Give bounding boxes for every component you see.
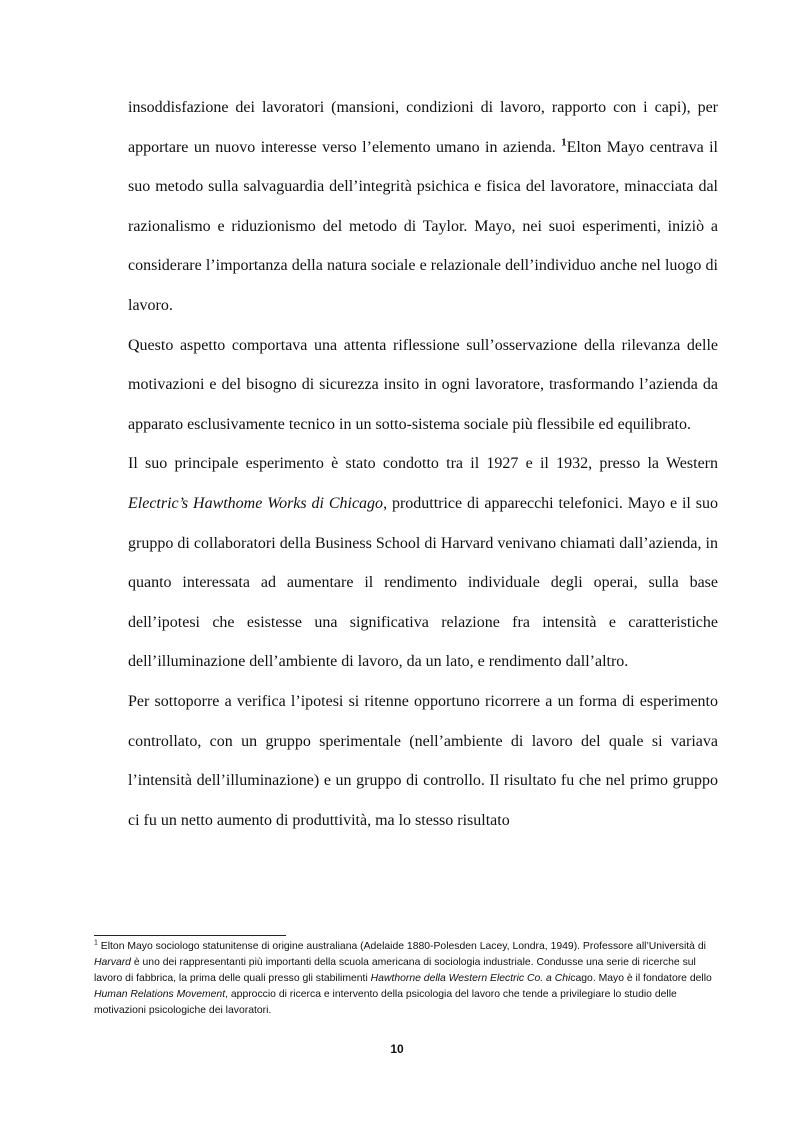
- paragraph-2: Questo aspetto comportava una attenta riflessione sull’osservazione della rilevanza delle motivazioni e del bisogno di sicurezza insito in ogni lavoratore, trasformando l’azienda da apparato esclusivamente tecnico in un sotto-sistema sociale più flessibile ed equilibrato.: [128, 336, 718, 433]
- footnote-italic-3: Human Relations Movement: [94, 989, 226, 1000]
- paragraph-1-rest: Elton Mayo centrava il suo metodo sulla salvaguardia dell’integrità psichica e fisica del lavoratore, minacciata dal razionalismo e riduzionismo del metodo di Taylor. Mayo, nei suoi esperimenti, iniziò a considerare l’importanza della natura sociale e relazionale dell’individuo anche nel luogo di lavoro.: [128, 138, 719, 314]
- paragraph-4: Per sottoporre a verifica l’ipotesi si ritenne opportuno ricorrere a un forma di esperimento controllato, con un gruppo sperimentale (nell’ambiente di lavoro del quale si variava l’intensità dell’illuminazione) e un gruppo di controllo. Il risultato fu che nel primo gruppo ci fu un netto aumento di produttività, ma lo stesso risultato: [128, 692, 718, 829]
- paragraph-3-before: Il suo principale esperimento è stato condotto tra il 1927 e il 1932, presso la Western: [128, 455, 718, 473]
- footnote-text-3: cago. Mayo è il fondatore dello: [570, 973, 712, 984]
- footnote-text-2: è uno dei rappresentanti più importanti della scuola americana di sociologia industriale. Condusse una serie di ricerche sul lavoro di fabbrica, la prima delle quali presso gli stabilimenti: [94, 957, 696, 984]
- footnote-mark: 1: [94, 939, 98, 947]
- paragraph-1-intro: insoddisfazione dei lavoratori (mansioni, condizioni di lavoro, rapporto con i capi), per apportare un nuovo interesse verso l’elemento umano in azienda.: [128, 99, 718, 156]
- footnote-separator: [94, 935, 286, 936]
- footnote-italic-2: Hawthorne della Western Electric Co. a Chi: [370, 973, 571, 984]
- page-number: 10: [390, 1042, 404, 1056]
- body-text: [128, 88, 718, 840]
- footnote-reference[interactable]: 1: [561, 136, 567, 149]
- paragraph-3: [128, 444, 718, 682]
- paragraph-3-italic: Electric’s Hawthome Works di Chicago: [128, 494, 384, 512]
- paragraph-3-after: , produttrice di apparecchi telefonici. Mayo e il suo gruppo di collaboratori della Business School di Harvard venivano chiamati dall’azienda, in quanto interessata ad aumentare il rendimento individuale degli operai, sulla base dell’ipotesi che esistesse una significativa relazione fra intensità e caratteristiche dell’illuminazione dell’ambiente di lavoro, da un lato, e rendimento dall’altro.: [128, 494, 718, 671]
- footnote: [94, 939, 719, 1019]
- footnote-text-4: , approccio di ricerca e intervento della psicologia del lavoro che tende a privilegiare lo studio delle motivazioni psicologiche dei lavoratori.: [94, 989, 677, 1016]
- footnote-text-1: Elton Mayo sociologo statunitense di origine australiana (Adelaide 1880-Polesden Lacey, Londra, 1949). Professore all’Università di: [97, 941, 706, 952]
- footnote-italic-1: Harvard: [94, 957, 131, 968]
- paragraph-1: [128, 88, 718, 326]
